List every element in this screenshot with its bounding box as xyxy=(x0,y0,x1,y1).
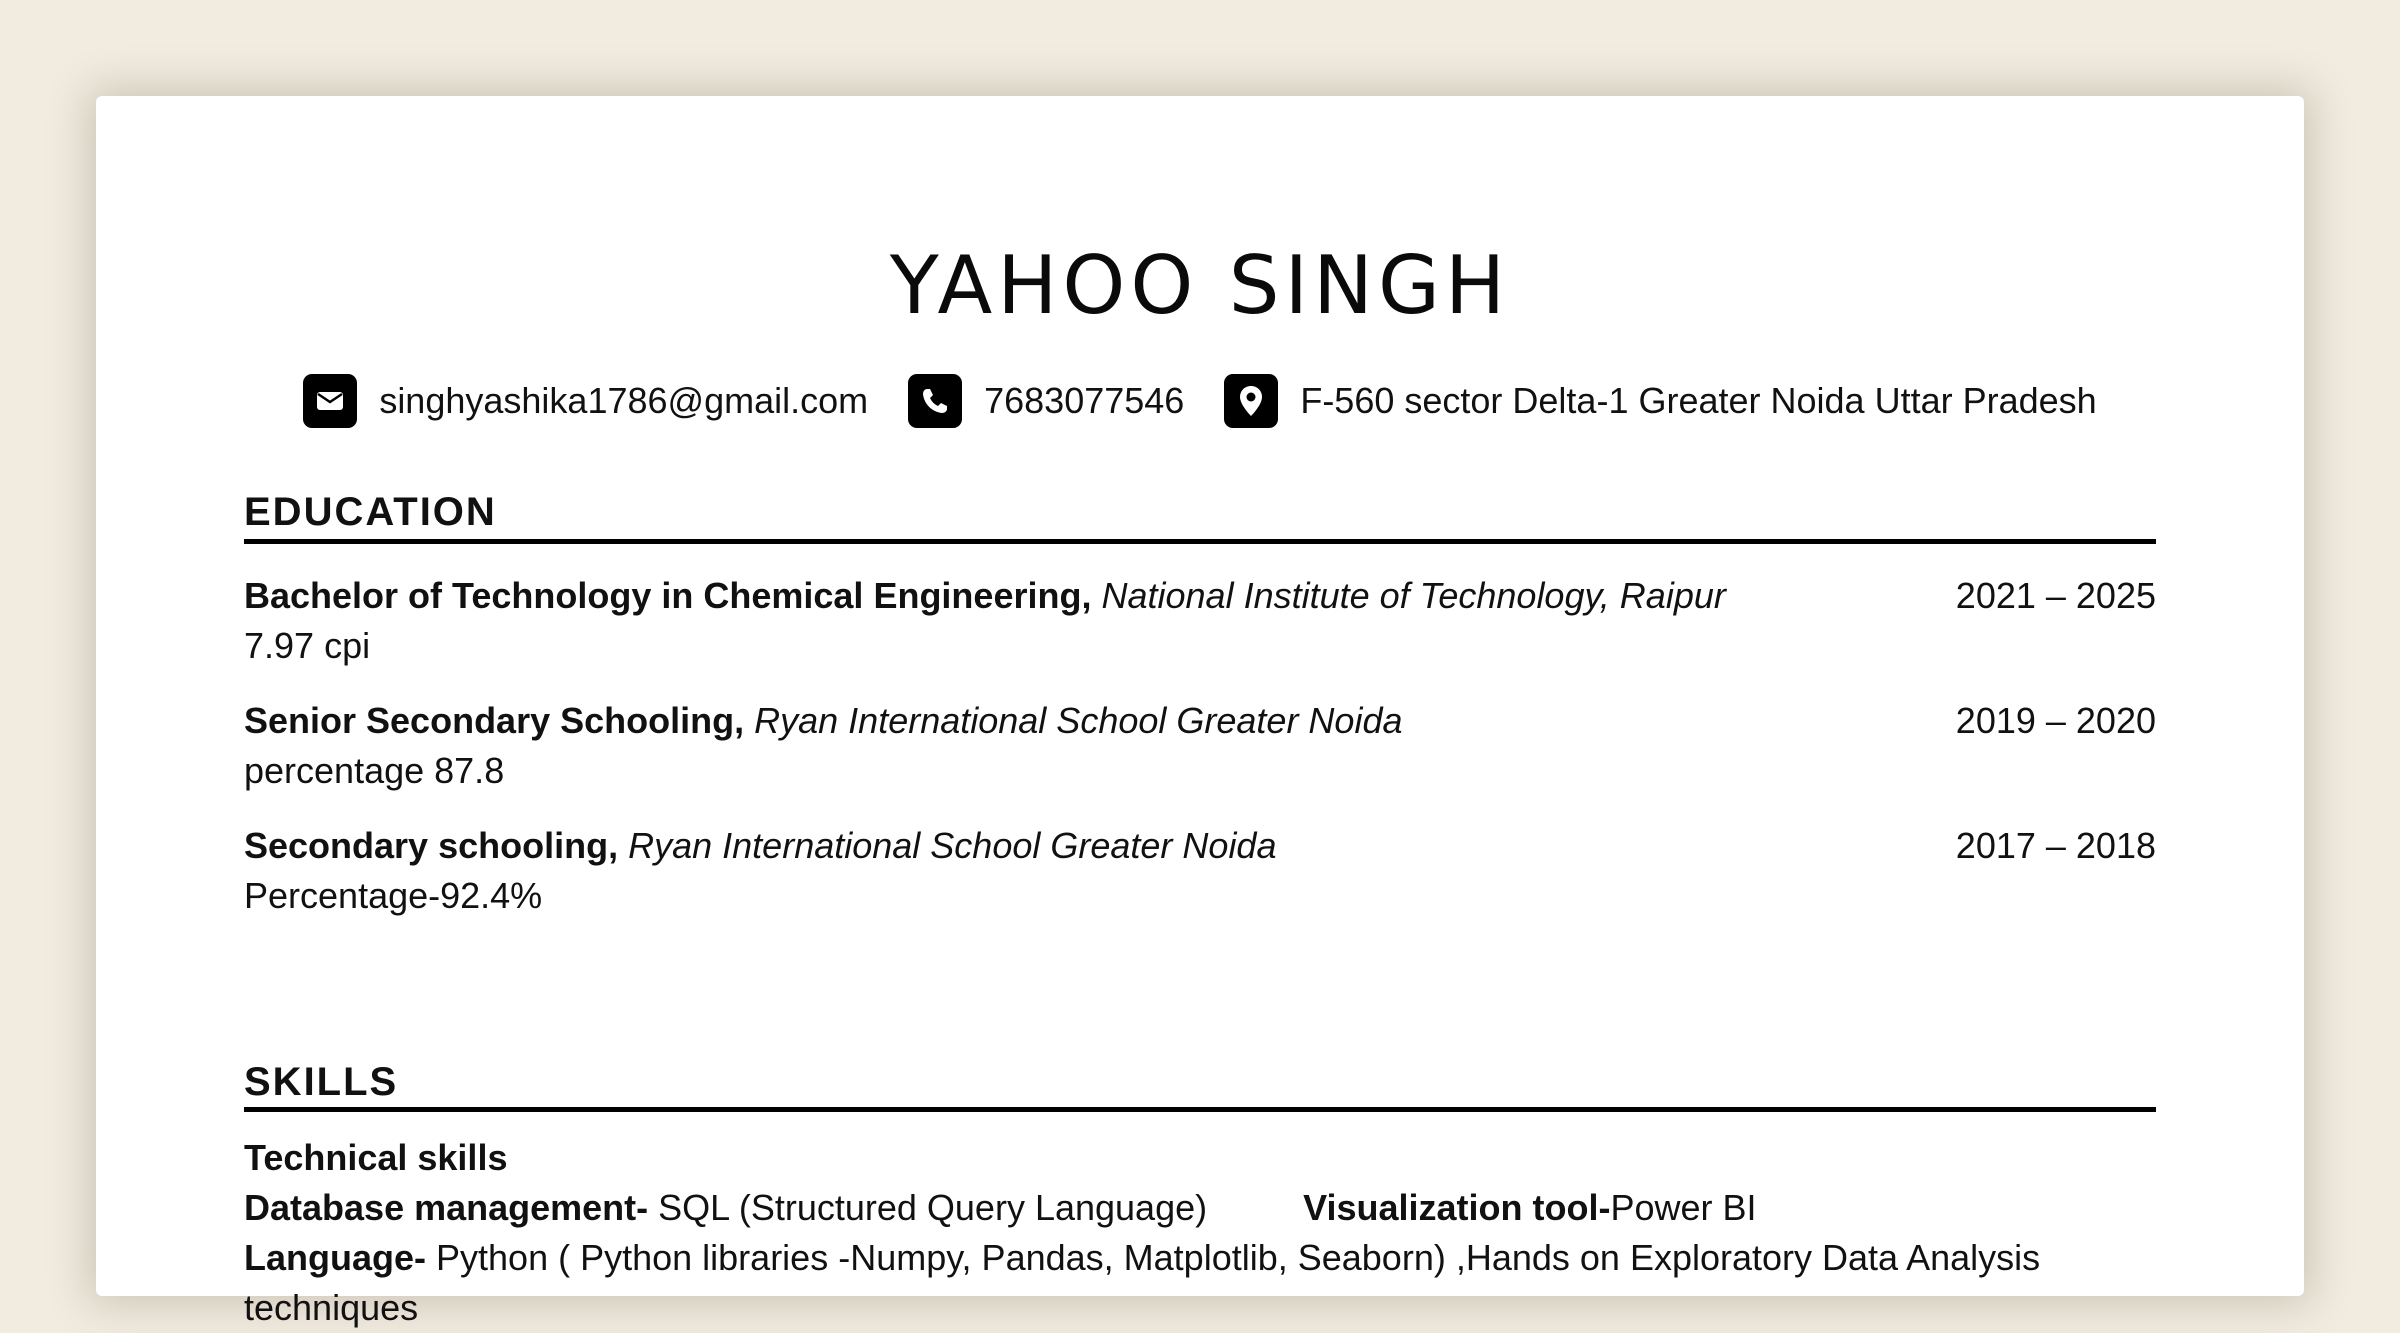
education-degree-line xyxy=(244,696,1403,746)
address-text: F-560 sector Delta-1 Greater Noida Uttar Pradesh xyxy=(1300,380,2097,421)
education-dates: 2021 – 2025 xyxy=(1955,575,2156,616)
contact-address xyxy=(1224,374,2096,428)
language-label: Language- xyxy=(244,1237,427,1278)
institution-name: National Institute of Technology, Raipur xyxy=(1101,575,1726,616)
phone-text[interactable]: 7683077546 xyxy=(984,380,1185,421)
database-value: SQL (Structured Query Language) xyxy=(648,1187,1208,1228)
education-entry xyxy=(244,571,2156,671)
education-dates: 2017 – 2018 xyxy=(1955,825,2156,866)
education-dates: 2019 – 2020 xyxy=(1955,700,2156,741)
education-score: Percentage-92.4% xyxy=(244,875,543,916)
degree-title: Secondary schooling, xyxy=(244,825,619,866)
education-score: 7.97 cpi xyxy=(244,625,371,666)
education-degree-line xyxy=(244,821,1276,871)
institution-name: Ryan International School Greater Noida xyxy=(754,700,1403,741)
education-entry xyxy=(244,821,2156,921)
contact-bar xyxy=(244,374,2156,428)
candidate-name: YAHOO SINGH xyxy=(889,239,1511,332)
education-heading: EDUCATION xyxy=(244,490,497,534)
technical-skills-label: Technical skills xyxy=(244,1137,508,1178)
education-entry xyxy=(244,696,2156,796)
visualization-value: Power BI xyxy=(1610,1187,1757,1228)
resume-page xyxy=(96,96,2304,1328)
education-score: percentage 87.8 xyxy=(244,750,505,791)
skills-section xyxy=(244,1133,2156,1333)
skills-language-line xyxy=(244,1233,2156,1333)
education-divider xyxy=(244,539,2156,544)
skills-subheading xyxy=(244,1133,2156,1183)
location-pin-icon xyxy=(1224,374,1278,428)
skills-heading: SKILLS xyxy=(244,1060,399,1104)
education-entry-header xyxy=(244,821,2156,871)
skills-tools-line xyxy=(244,1183,2156,1233)
education-entry-header xyxy=(244,571,2156,621)
education-degree-line xyxy=(244,571,1726,621)
degree-title: Bachelor of Technology in Chemical Engineering, xyxy=(244,575,1092,616)
database-label: Database management- xyxy=(244,1187,649,1228)
email-text[interactable]: singhyashika1786@gmail.com xyxy=(379,380,869,421)
contact-phone xyxy=(908,374,1184,428)
degree-title: Senior Secondary Schooling, xyxy=(244,700,745,741)
institution-name: Ryan International School Greater Noida xyxy=(628,825,1277,866)
language-value: Python ( Python libraries -Numpy, Pandas, Matplotlib, Seaborn) ,Hands on Exploratory Data Analysis techniques xyxy=(244,1237,2041,1328)
education-entry-header xyxy=(244,696,2156,746)
contact-email xyxy=(303,374,868,428)
skills-divider xyxy=(244,1107,2156,1112)
visualization-label: Visualization tool- xyxy=(1303,1187,1611,1228)
phone-icon xyxy=(908,374,962,428)
envelope-icon xyxy=(303,374,357,428)
